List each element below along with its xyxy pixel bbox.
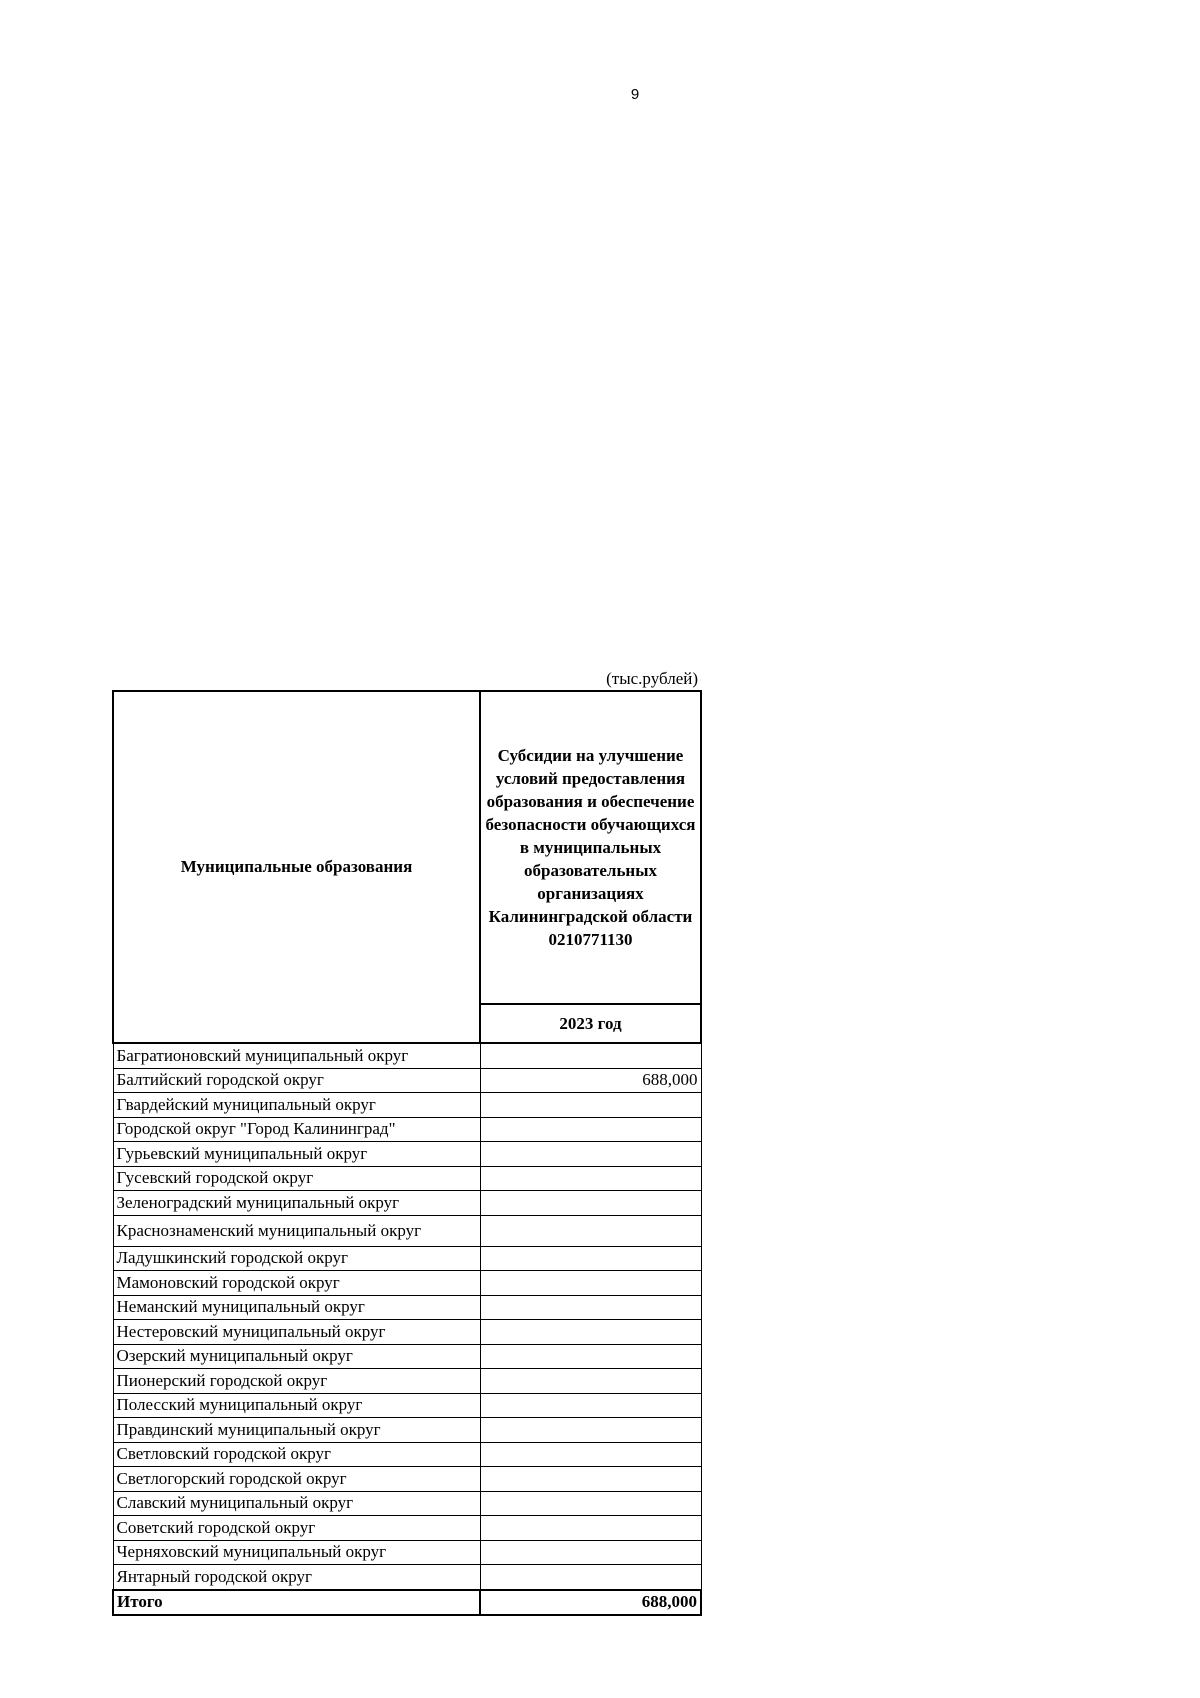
page-number: 9: [630, 86, 640, 103]
subsidy-value: [480, 1467, 701, 1492]
subsidy-value: [480, 1043, 701, 1068]
subsidy-value: [480, 1215, 701, 1246]
table-row: [113, 1271, 701, 1296]
municipality-name: Правдинский муниципальный округ: [113, 1418, 480, 1443]
table-row: [113, 1191, 701, 1216]
municipality-name: Янтарный городской округ: [113, 1565, 480, 1590]
municipality-name: Нестеровский муниципальный округ: [113, 1320, 480, 1345]
table-row: [113, 1068, 701, 1093]
header-year: 2023 год: [480, 1004, 701, 1043]
table-row: [113, 1540, 701, 1565]
municipality-name: Балтийский городской округ: [113, 1068, 480, 1093]
subsidy-value: [480, 1540, 701, 1565]
subsidy-value: [480, 1393, 701, 1418]
municipality-name: Гусевский городской округ: [113, 1166, 480, 1191]
subsidy-value: [480, 1295, 701, 1320]
table-row: [113, 1117, 701, 1142]
subsidy-value: 688,000: [480, 1068, 701, 1093]
subsidy-value: [480, 1093, 701, 1118]
municipality-name: Гурьевский муниципальный округ: [113, 1142, 480, 1167]
table-row: [113, 1491, 701, 1516]
subsidy-value: [480, 1191, 701, 1216]
subsidy-value: [480, 1442, 701, 1467]
total-row: [113, 1590, 701, 1616]
municipality-name: Мамоновский городской округ: [113, 1271, 480, 1296]
subsidy-value: [480, 1166, 701, 1191]
table-row: [113, 1093, 701, 1118]
municipality-name: Зеленоградский муниципальный округ: [113, 1191, 480, 1216]
municipality-name: Краснознаменский муниципальный округ: [113, 1215, 480, 1246]
municipality-name: Светловский городской округ: [113, 1442, 480, 1467]
subsidy-value: [480, 1142, 701, 1167]
header-subsidy: Субсидии на улучшение условий предоставления образования и обеспечение безопасности обучающихся в муниципальных образовательных организациях Калининградской области 0210771130: [480, 691, 701, 1004]
subsidy-value: [480, 1418, 701, 1443]
subsidy-value: [480, 1565, 701, 1590]
table-header-row: [113, 691, 701, 1004]
municipality-name: Пионерский городской округ: [113, 1369, 480, 1394]
table-row: [113, 1442, 701, 1467]
subsidy-value: [480, 1271, 701, 1296]
subsidy-value: [480, 1344, 701, 1369]
table-row: [113, 1215, 701, 1246]
table-row: [113, 1142, 701, 1167]
municipality-name: Светлогорский городской округ: [113, 1467, 480, 1492]
municipality-name: Черняховский муниципальный округ: [113, 1540, 480, 1565]
table-row: [113, 1344, 701, 1369]
total-label: Итого: [113, 1590, 480, 1616]
subsidy-value: [480, 1320, 701, 1345]
table-row: [113, 1043, 701, 1068]
total-value: 688,000: [480, 1590, 701, 1616]
municipality-name: Озерский муниципальный округ: [113, 1344, 480, 1369]
municipality-name: Советский городской округ: [113, 1516, 480, 1541]
municipality-name: Славский муниципальный округ: [113, 1491, 480, 1516]
table-row: [113, 1467, 701, 1492]
subsidy-value: [480, 1117, 701, 1142]
municipality-name: Ладушкинский городской округ: [113, 1246, 480, 1271]
table-row: [113, 1369, 701, 1394]
subsidy-table: [112, 690, 702, 1616]
municipality-name: Неманский муниципальный округ: [113, 1295, 480, 1320]
table-row: [113, 1565, 701, 1590]
table-row: [113, 1320, 701, 1345]
header-municipalities: Муниципальные образования: [113, 691, 480, 1043]
table-row: [113, 1246, 701, 1271]
subsidy-value: [480, 1369, 701, 1394]
units-label: (тыс.рублей): [606, 669, 698, 688]
table-row: [113, 1418, 701, 1443]
municipality-name: Полесский муниципальный округ: [113, 1393, 480, 1418]
table-row: [113, 1393, 701, 1418]
subsidy-value: [480, 1516, 701, 1541]
municipality-name: Гвардейский муниципальный округ: [113, 1093, 480, 1118]
table-row: [113, 1166, 701, 1191]
subsidy-value: [480, 1246, 701, 1271]
municipality-name: Городской округ "Город Калининград": [113, 1117, 480, 1142]
table-row: [113, 1295, 701, 1320]
table-row: [113, 1516, 701, 1541]
municipality-name: Багратионовский муниципальный округ: [113, 1043, 480, 1068]
subsidy-value: [480, 1491, 701, 1516]
